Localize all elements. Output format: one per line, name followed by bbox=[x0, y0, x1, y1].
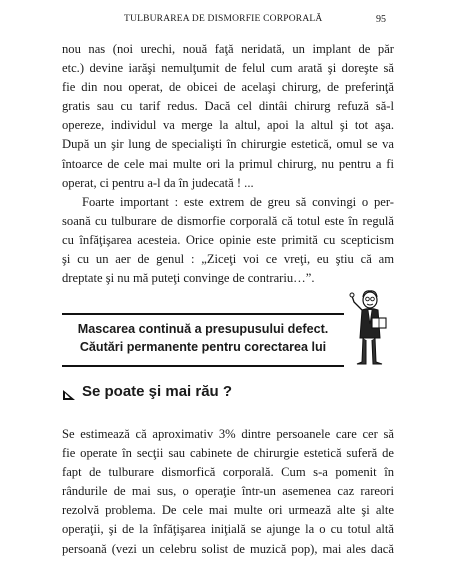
text-line: nou nas (noi urechi, nouă faţă neridată, un implant de păr bbox=[62, 42, 394, 56]
text-line: gratis sau cu tarif redus. Dacă cel dintâi chirurg refuză să-l bbox=[62, 99, 394, 114]
text-line: fie operate în secţii sau cabinete de chirurgie estetică suferă de bbox=[62, 446, 394, 461]
triangle-bullet-icon bbox=[62, 388, 76, 400]
paragraph-3 bbox=[62, 425, 394, 559]
running-title: TULBURAREA DE DISMORFIE CORPORALĂ bbox=[124, 14, 323, 24]
text-line: După un şir lung de specialişti în chirurgie estetică, omul se va bbox=[62, 137, 394, 152]
text-line: rândurile de mai sus, o operaţie într-un asemenea caz rareori bbox=[62, 484, 394, 499]
lecturer-cartoon-icon bbox=[346, 288, 394, 370]
text-line: Se estimează că aproximativ 3% dintre persoanele care cer să bbox=[62, 427, 394, 441]
text-line: fapt de tulburare dismorfică corporală. Cum s-a pomenit în bbox=[62, 465, 394, 480]
text-line: rezolvă problema. De cele mai multe ori urmează alte şi alte bbox=[62, 503, 394, 518]
text-line: operaţii, şi de la înfăţişarea iniţială se ajunge la o cu totul altă bbox=[62, 522, 394, 537]
callout-line-2: Căutări permanente pentru corectarea lui bbox=[79, 340, 327, 354]
paragraph-1 bbox=[62, 40, 394, 193]
section-title: Se poate şi mai rău ? bbox=[82, 383, 233, 400]
section-heading bbox=[62, 383, 362, 405]
text-line: şi cu un aer de genul : „Ziceţi voi ce vreţi, eu ştiu că am bbox=[62, 252, 394, 267]
text-line: soană cu tulburare de dismorfie corporală că totul este în regulă bbox=[62, 214, 394, 229]
text-line: întoarce de cele mai multe ori la primul chirurg, nu pentru a fi bbox=[62, 156, 394, 171]
text-line: etc.) devine iarăşi nemulţumit de felul cum arată şi doreşte să bbox=[62, 61, 394, 76]
text-line: operat, ci pentru a-l da în judecată ! ... bbox=[62, 175, 254, 190]
page-number: 95 bbox=[376, 14, 386, 25]
running-head bbox=[124, 14, 386, 28]
paragraph-2 bbox=[62, 193, 394, 288]
text-line: persoană (vezi un celebru solist de muzică pop), mai ales dacă bbox=[62, 541, 394, 556]
callout-line-1: Mascarea continuă a presupusului defect. bbox=[77, 322, 329, 336]
text-line: fie din nou operat, de obicei de acelaşi chirurg, de preferinţă bbox=[62, 80, 394, 95]
callout-box bbox=[62, 313, 344, 367]
text-line: dreptate şi nu mă puteţi convinge de contrariu…”. bbox=[62, 271, 315, 286]
text-line: cu înfăţişarea acesteia. Orice opinie este primită cu scepticism bbox=[62, 233, 394, 248]
text-line: opereze, individul va merge la altul, apoi la altul şi tot aşa. bbox=[62, 118, 394, 133]
text-line: Foarte important : este extrem de greu să convingi o per- bbox=[82, 195, 394, 209]
